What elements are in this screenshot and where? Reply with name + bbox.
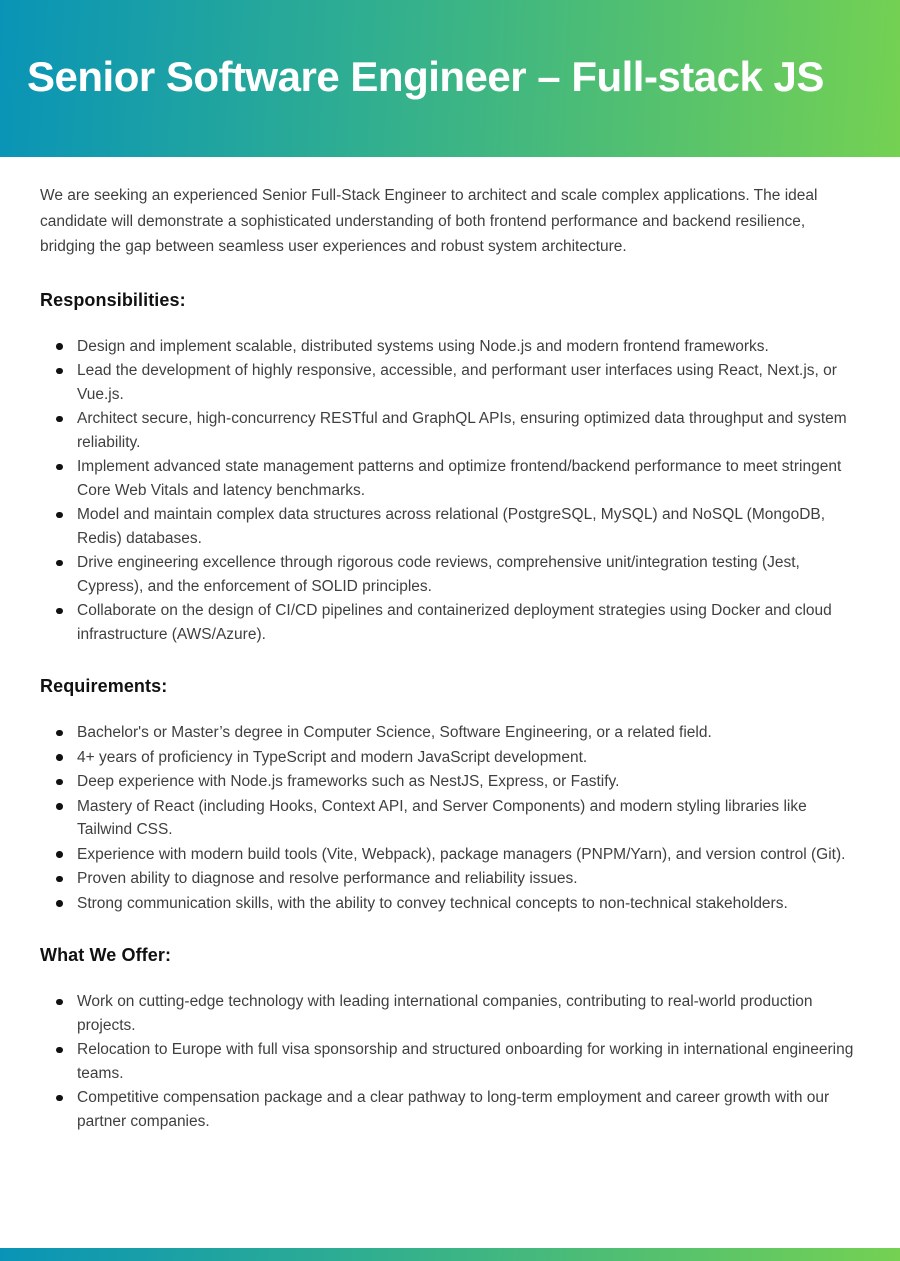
list-item: Architect secure, high-concurrency RESTful and GraphQL APIs, ensuring optimized data throughput and system reliability. <box>40 407 860 454</box>
section-responsibilities <box>40 290 860 647</box>
job-description-body <box>0 157 900 1248</box>
list-item: Proven ability to diagnose and resolve performance and reliability issues. <box>40 867 860 891</box>
requirements-list <box>40 721 860 915</box>
responsibilities-list <box>40 335 860 647</box>
section-requirements <box>40 676 860 915</box>
list-item: Experience with modern build tools (Vite, Webpack), package managers (PNPM/Yarn), and version control (Git). <box>40 843 860 867</box>
list-item: Strong communication skills, with the ability to convey technical concepts to non-technical stakeholders. <box>40 892 860 916</box>
list-item: 4+ years of proficiency in TypeScript and modern JavaScript development. <box>40 746 860 770</box>
what-we-offer-list <box>40 990 860 1133</box>
list-item: Drive engineering excellence through rigorous code reviews, comprehensive unit/integration testing (Jest, Cypress), and the enforcement of SOLID principles. <box>40 551 860 598</box>
list-item: Bachelor's or Master’s degree in Computer Science, Software Engineering, or a related field. <box>40 721 860 745</box>
list-item: Implement advanced state management patterns and optimize frontend/backend performance to meet stringent Core Web Vitals and latency benchmarks. <box>40 455 860 502</box>
list-item: Deep experience with Node.js frameworks such as NestJS, Express, or Fastify. <box>40 770 860 794</box>
responsibilities-heading: Responsibilities: <box>40 289 186 310</box>
list-item: Collaborate on the design of CI/CD pipelines and containerized deployment strategies using Docker and cloud infrastructure (AWS/Azure). <box>40 599 860 646</box>
list-item: Mastery of React (including Hooks, Context API, and Server Components) and modern styling libraries like Tailwind CSS. <box>40 795 860 842</box>
list-item: Work on cutting-edge technology with leading international companies, contributing to real-world production projects. <box>40 990 860 1037</box>
section-what-we-offer <box>40 945 860 1133</box>
list-item: Lead the development of highly responsive, accessible, and performant user interfaces using React, Next.js, or Vue.js. <box>40 359 860 406</box>
list-item: Competitive compensation package and a clear pathway to long-term employment and career growth with our partner companies. <box>40 1086 860 1133</box>
list-item: Relocation to Europe with full visa sponsorship and structured onboarding for working in international engineering teams. <box>40 1038 860 1085</box>
what-we-offer-heading: What We Offer: <box>40 945 172 965</box>
requirements-heading: Requirements: <box>40 676 168 696</box>
list-item: Design and implement scalable, distributed systems using Node.js and modern frontend frameworks. <box>40 335 860 359</box>
page-title: Senior Software Engineer – Full-stack JS <box>27 52 824 100</box>
header-banner <box>0 0 900 157</box>
intro-paragraph: We are seeking an experienced Senior Full-Stack Engineer to architect and scale complex applications. The ideal candidate will demonstrate a sophisticated understanding of both frontend performance and backend resilience, bridging the gap between seamless user experiences and robust system architecture. <box>40 187 818 255</box>
footer-gradient-bar <box>0 1248 900 1261</box>
list-item: Model and maintain complex data structures across relational (PostgreSQL, MySQL) and NoSQL (MongoDB, Redis) databases. <box>40 503 860 550</box>
